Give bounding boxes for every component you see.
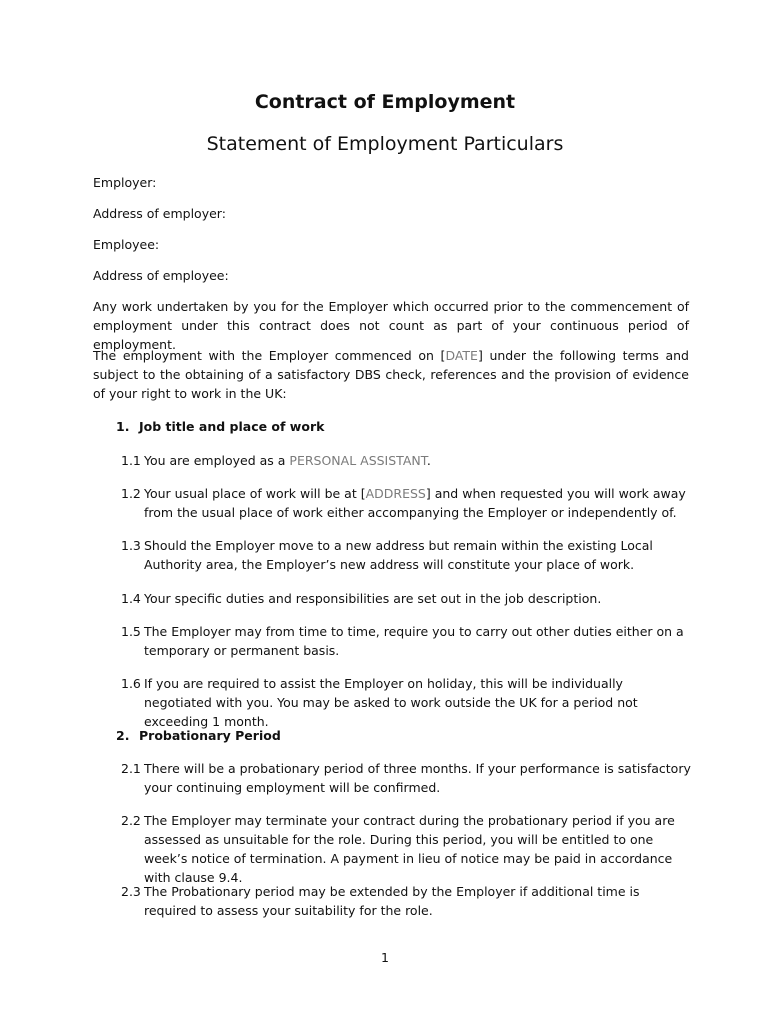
- address-placeholder: ADDRESS: [365, 486, 426, 501]
- clause-text-part: .: [426, 453, 431, 468]
- clause-2-3: [121, 882, 691, 920]
- clause-1-6: [121, 674, 691, 731]
- section-1-number: 1.: [116, 419, 130, 434]
- document-subtitle: Statement of Employment Particulars: [206, 133, 564, 155]
- clause-text: There will be a probationary period of three months. If your performance is satisfactory your continuing employment will be confirmed.: [144, 761, 691, 795]
- document-title: Contract of Employment: [254, 91, 516, 113]
- clause-number: 2.1: [121, 761, 141, 776]
- intro-paragraph-continuous-employment: Any work undertaken by you for the Employer which occurred prior to the commencement of employment under this contract does not count as part of your continuous period of employment.: [93, 299, 689, 352]
- employer-field-label: Employer:: [93, 175, 157, 190]
- clause-number: 1.2: [121, 486, 141, 501]
- clause-number: 1.3: [121, 538, 141, 553]
- clause-2-2: [121, 811, 691, 887]
- intro-paragraph-commencement: [93, 346, 689, 403]
- clause-text: Your specific duties and responsibilities are set out in the job description.: [144, 591, 602, 606]
- clause-text: If you are required to assist the Employer on holiday, this will be individually negotiated with you. You may be asked to work outside the UK for a period not exceeding 1 month.: [144, 676, 638, 729]
- section-1-title: Job title and place of work: [139, 419, 325, 434]
- clause-text: The Probationary period may be extended by the Employer if additional time is required to assess your suitability for the role.: [144, 884, 640, 918]
- employer-address-field-label: Address of employer:: [93, 206, 226, 221]
- clause-1-1: [121, 451, 691, 470]
- intro-text-after-date: ] under the following terms and subject to the obtaining of a satisfactory DBS check, references and the provision of evidence of your right to work in the UK:: [93, 348, 689, 401]
- clause-number: 2.2: [121, 813, 141, 828]
- section-1-heading: [116, 417, 324, 436]
- date-placeholder: DATE: [445, 348, 478, 363]
- clause-text: The Employer may from time to time, require you to carry out other duties either on a temporary or permanent basis.: [144, 624, 684, 658]
- clause-number: 2.3: [121, 884, 141, 899]
- employee-field-label: Employee:: [93, 237, 160, 252]
- clause-text-part: You are employed as a: [144, 453, 290, 468]
- clause-number: 1.6: [121, 676, 141, 691]
- section-2-number: 2.: [116, 728, 130, 743]
- clause-number: 1.1: [121, 453, 141, 468]
- clause-text: [144, 451, 691, 470]
- page-number: 1: [381, 950, 389, 965]
- job-title-placeholder: PERSONAL ASSISTANT: [289, 453, 427, 468]
- clause-number: 1.4: [121, 591, 141, 606]
- employee-address-field-label: Address of employee:: [93, 268, 229, 283]
- intro-text-before-date: The employment with the Employer commenced on [: [93, 348, 446, 363]
- clause-number: 1.5: [121, 624, 141, 639]
- clause-text-part: ] and when requested you will work away from the usual place of work either accompanying the Employer or independently of.: [144, 486, 686, 520]
- clause-1-4: [121, 589, 691, 608]
- clause-text: [144, 484, 691, 522]
- clause-1-2: [121, 484, 691, 522]
- clause-2-1: [121, 759, 691, 797]
- clause-1-5: [121, 622, 691, 660]
- section-2-heading: [116, 726, 281, 745]
- section-2-title: Probationary Period: [139, 728, 281, 743]
- clause-1-3: [121, 536, 691, 574]
- clause-text: The Employer may terminate your contract during the probationary period if you are assessed as unsuitable for the role. During this period, you will be entitled to one week’s notice of termination. A payment in lieu of notice may be paid in accordance with clause 9.4.: [144, 813, 675, 885]
- clause-text: Should the Employer move to a new address but remain within the existing Local Authority area, the Employer’s new address will constitute your place of work.: [144, 538, 653, 572]
- clause-text-part: Your usual place of work will be at [: [144, 486, 366, 501]
